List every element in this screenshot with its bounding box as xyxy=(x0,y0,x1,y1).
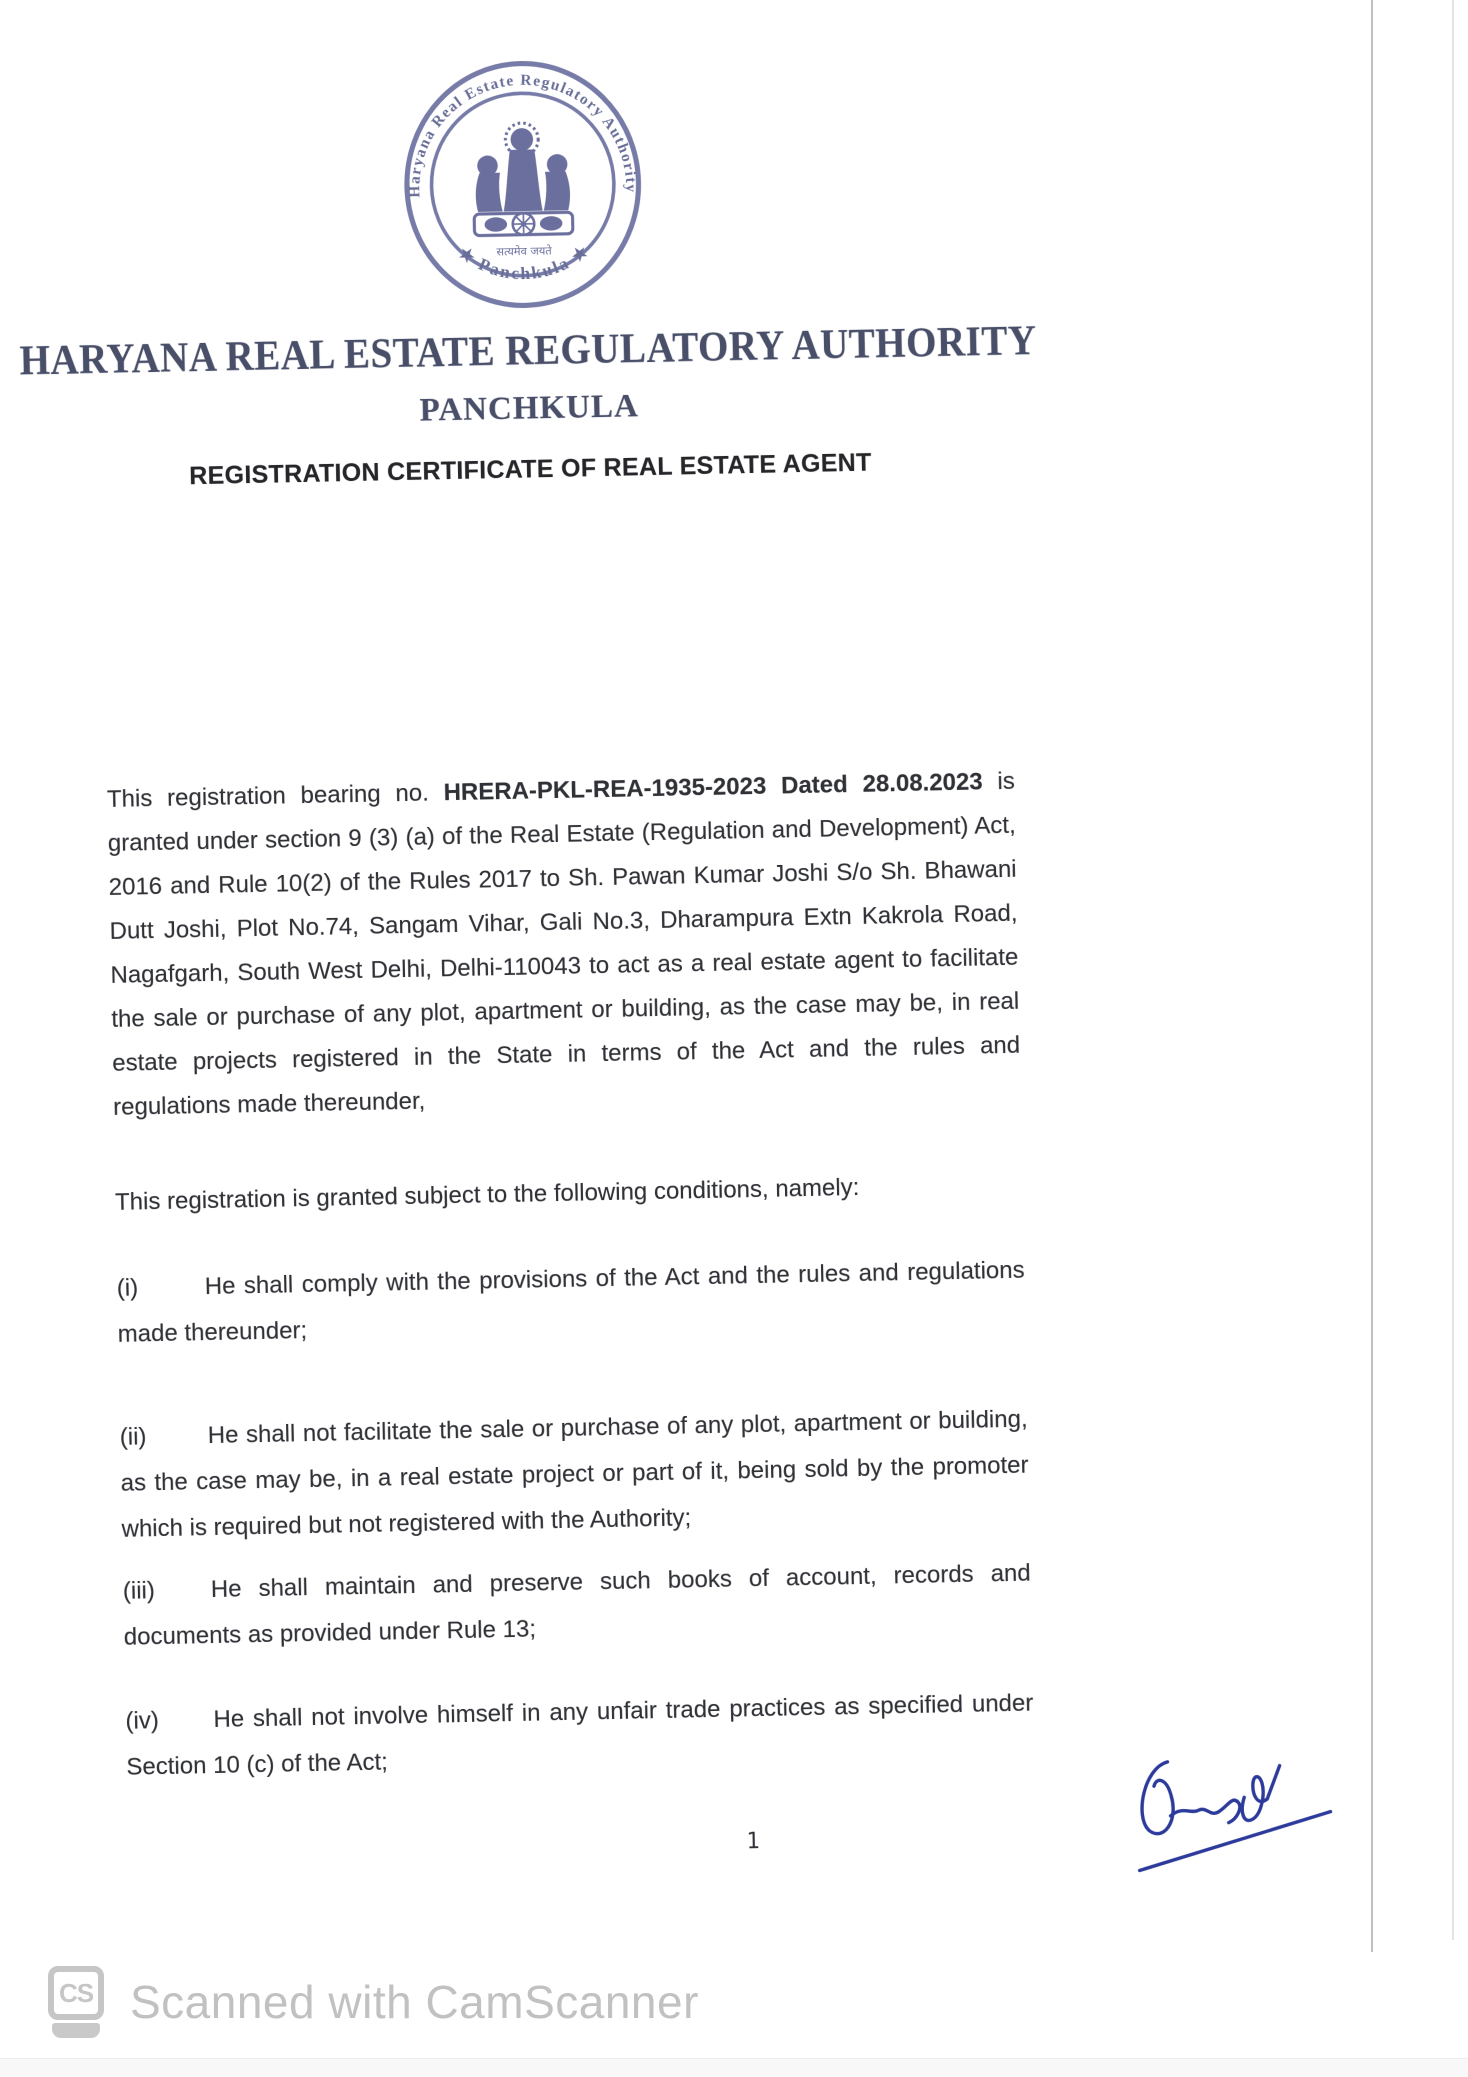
page-bottom-strip xyxy=(0,2058,1468,2077)
seal-top-arc-text: Haryana Real Estate Regulatory Authority xyxy=(404,69,640,198)
signature xyxy=(1123,1732,1354,1895)
camscanner-logo-icon xyxy=(48,1966,104,2038)
intro-pre-text: This registration bearing no. xyxy=(107,779,444,813)
condition-text: He shall maintain and preserve such books of account, records and documents as provided under Rule 13; xyxy=(124,1560,1031,1651)
dated-label: Dated xyxy=(766,771,863,800)
intro-post-text: is granted under section 9 (3) (a) of the Real Estate (Regulation and Development) Act, 2016 and Rule 10(2) of the Rules 2017 to Sh. Pawan Kumar Joshi S/o Sh. Bhawani Dutt Joshi, Plot No.74, Sangam Vihar, Gali No.3, Dharampura Extn Kakrola Road, Nagafgarh, South West Delhi, Delhi-110043 to act as a real estate agent to facilitate the sale or purchase of any plot, apartment or building, as the case may be, in real estate projects registered in the State in terms of the Act and the rules and regulations made thereunder, xyxy=(108,768,1021,1121)
camscanner-logo-text: CS xyxy=(48,1966,104,2020)
authority-title: HARYANA REAL ESTATE REGULATORY AUTHORITY xyxy=(0,316,1073,386)
city-title: PANCHKULA xyxy=(0,379,1074,438)
condition-number: (i) xyxy=(116,1264,205,1312)
condition-item-3 xyxy=(122,1551,1032,1661)
condition-item-1 xyxy=(116,1248,1026,1358)
condition-text: He shall not facilitate the sale or purchase of any plot, apartment or building, as the case may be, in a real estate project or part of it, being sold by the promoter which is required but not registered with the Authority; xyxy=(120,1406,1028,1543)
scan-edge-line-faint xyxy=(1452,0,1454,1940)
scan-attribution-text: Scanned with CamScanner xyxy=(130,1975,699,2029)
certificate-title: REGISTRATION CERTIFICATE OF REAL ESTATE AGENT xyxy=(0,444,1076,495)
registration-date: 28.08.2023 xyxy=(862,768,983,797)
condition-number: (ii) xyxy=(119,1413,208,1461)
condition-item-2 xyxy=(119,1397,1030,1553)
camscanner-footer xyxy=(48,1962,699,2042)
condition-item-4 xyxy=(125,1681,1035,1791)
registration-paragraph xyxy=(107,760,1022,1130)
registration-number: HRERA-PKL-REA-1935-2023 xyxy=(443,773,766,806)
authority-seal xyxy=(395,56,650,313)
camscanner-logo-base xyxy=(52,2023,100,2038)
condition-text: He shall not involve himself in any unfair trade practices as specified under Section 10 (c) of the Act; xyxy=(126,1690,1033,1781)
condition-number: (iv) xyxy=(125,1697,214,1745)
conditions-intro: This registration is granted subject to the following conditions, namely: xyxy=(115,1163,1024,1225)
seal-bottom-arc-text: ★ Panchkula ★ xyxy=(455,240,594,285)
scan-edge-line xyxy=(1371,0,1373,1952)
signature-stroke xyxy=(1138,1759,1332,1871)
seal-motto: सत्यमेव जयते xyxy=(496,244,552,259)
condition-number: (iii) xyxy=(122,1567,211,1615)
condition-text: He shall comply with the provisions of the Act and the rules and regulations made thereunder; xyxy=(117,1257,1024,1348)
page-number: 1 xyxy=(713,1828,793,1855)
ashoka-emblem xyxy=(472,122,573,236)
